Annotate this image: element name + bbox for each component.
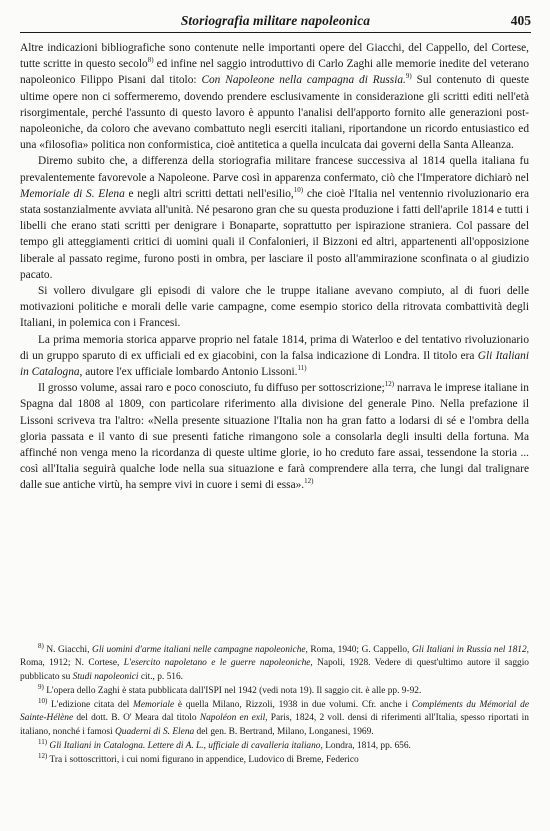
note-reference: 12) [38,752,48,761]
note-reference: 8) [38,641,44,650]
page-number: 405 [510,13,531,28]
footnotes [20,641,530,769]
text-run: Il grosso volume, assai raro e poco conosciuto, fu diffuso per sottoscrizione; [38,382,385,395]
italic-text: Con Napoleone nella campagna di Russia. [201,74,406,87]
text-run: Sul contenuto di queste ultime opere non ci soffermeremo, dovendo prendere esclusivamente in considerazione gli scritti editi nell'età risorgimentale, perché l'assunto di questo lavoro è appunto l'analisi dell'apporto fornito alle generazioni post-napoleoniche, da coloro che avevano combattuto negli eserciti italiani, riportandone un ricordo entusiastico ed una «filosofia» politica non conformistica, cioè antitetica a quella inculcata dai governi della Santa Alleanza. [20,74,530,152]
note-reference: 12) [304,477,314,486]
text-run: L'edizione citata del [47,700,134,711]
italic-text: Memoriale di S. Elena [20,187,125,200]
italic-text: Gli Italiani in Russia nel 1812, [411,645,530,655]
text-run: del dott. B. O' Meara dal titolo [73,713,200,724]
note-reference: 8) [147,56,154,65]
text-run: Diremo subito che, a differenza della storiografia militare francese successiva al 1814 quella italiana fu prevalentemente favorevole a Napoleone. Parve così in apparenza confermato, ciò che l'Imperatore dichiarò nel [20,155,529,184]
text-run: Roma, 1940; G. Cappello, [307,645,412,655]
text-run: Tra i sottoscrittori, i cui nomi figurano in appendice, Ludovico di Breme, Federico [47,755,359,766]
note-reference: 10) [293,186,304,195]
running-header [20,10,531,34]
header-rule [20,32,531,33]
note-reference: 11) [297,364,307,373]
text-run: del gen. B. Bertrand, Milano, Longanesi, 1969. [194,726,374,737]
note-reference: 9) [38,682,44,691]
paragraph [20,153,529,283]
text-run: è quella Milano, Rizzoli, 1938 in due volumi. Cfr. anche i [174,700,412,711]
italic-text: Compléments du Mémorial de Sainte-Hélène [20,700,530,724]
italic-text: Memoriale [133,700,175,711]
text-run: La prima memoria storica apparve proprio nel fatale 1814, prima di Waterloo e del tentativo rivoluzionario di un gruppo sparuto di ex ufficiali ed ex giacobini, con la falsa indicazione di Londra. Il titolo era [20,333,529,362]
note-reference: 9) [405,72,412,81]
text-run: narrava le imprese italiane in Spagna dal 1808 al 1809, con particolare riferimento alla divisione del generale Pino. Nella prefazione il Lissoni scriveva tra l'altro: «Nella presente situazione l'Italia non ha gran fatto a lodarsi di sé e l'ombra della gloria passata e il vanto di sue presenti fatiche rimangono sole a consolarla degli insulti della fortuna. Ma affinché non venga meno la ricordanza di queste ultime glorie, io ho creduto fare assai, tessendone la storia ... così all'Italia seguirà qualche lode nella sua situazione e farà comprendere alla terra, che lungi dal tralignare dalle sue antiche virtù, ha sempre vivi in cuore i semi di essa». [20,382,529,492]
italic-text: L'esercito napoletano e le guerre napoleoniche, [123,658,313,669]
footnote [20,737,529,753]
italic-text: Quaderni di S. Elena [115,726,195,737]
note-reference: 12) [384,380,395,389]
italic-text: Gli Italiani in Catalogna, [20,349,529,379]
text-run: N. Giacchi, [43,645,93,655]
main-text [20,40,529,494]
italic-text: Studi napoleonici [72,671,139,682]
paragraph [20,332,529,381]
text-run: e negli altri scritti dettati nell'esilio, [124,187,294,200]
paragraph [20,283,529,332]
text-run: Londra, 1814, pp. 656. [322,741,411,752]
running-title: Storiografia militare napoleonica [180,13,371,28]
footnote [20,682,529,698]
text-run: Altre indicazioni bibliografiche sono contenute nelle importanti opere del Giacchi, del Cappello, del Cortese, tutte scritte in questo secolo [20,42,529,71]
text-run: L'opera dello Zaghi è stata pubblicata dall'ISPI nel 1942 (vedi nota 19). Il saggio cit. è alle pp. 9-92. [43,685,422,696]
paragraph [20,40,529,153]
text-run: cit., p. 516. [138,671,184,682]
text-run: che cioè l'Italia nel ventennio rivoluzionario era stata sostanzialmente avviata all'unità. Né pesarono gran che su questa produzione i fatti dell'aprile 1814 e tutti i libelli che erano stati scritti per denigrare i Bonaparte, soprattutto per ispirazione straniera. Col passare del tempo gli atteggiamenti critici di uomini quali il Confalonieri, il Bizzoni ed altri, appartenenti all'opposizione liberale al passato regime, furono posti in ombra, per lasciare il posto all'ammirazione sconfinata o al giudizio pacato. [20,187,530,281]
text-run: ed infine nel saggio introduttivo di Carlo Zaghi alle memorie inedite del veterano napoleonico Filippo Pisani dal titolo: [20,58,529,87]
text-run: Napoli, 1928. Vedere di quest'ultimo autore il saggio pubblicato su [20,658,529,682]
footnote [20,699,529,739]
paragraph [20,380,529,493]
text-run: Si vollero divulgare gli episodi di valore che le truppe italiane avevano compiuto, al di fuori delle motivazioni politiche e morali delle varie campagne, come esempio storico della ritrovata combattività degli Italiani, in polemica con i Francesi. [20,285,529,330]
italic-text: Gli uomini d'arme italiani nelle campagne napoleoniche, [92,645,308,655]
text-run: Roma, 1912; N. Cortese, [20,658,124,669]
footnote [20,641,530,684]
text-run: autore l'ex ufficiale lombardo Antonio Lissoni. [82,366,298,379]
italic-text: Napoléon en exil, [199,713,268,724]
footnote [20,754,529,767]
note-reference: 10) [38,697,48,706]
note-reference: 11) [38,737,48,746]
text-run: Paris, 1824, 2 voll. densi di riferimenti all'Italia, spesso riportati in italiano, nonché i famosi [20,713,529,737]
italic-text: Gli Italiani in Catalogna. Lettere di A. L., ufficiale di cavalleria italiano, [49,741,323,752]
